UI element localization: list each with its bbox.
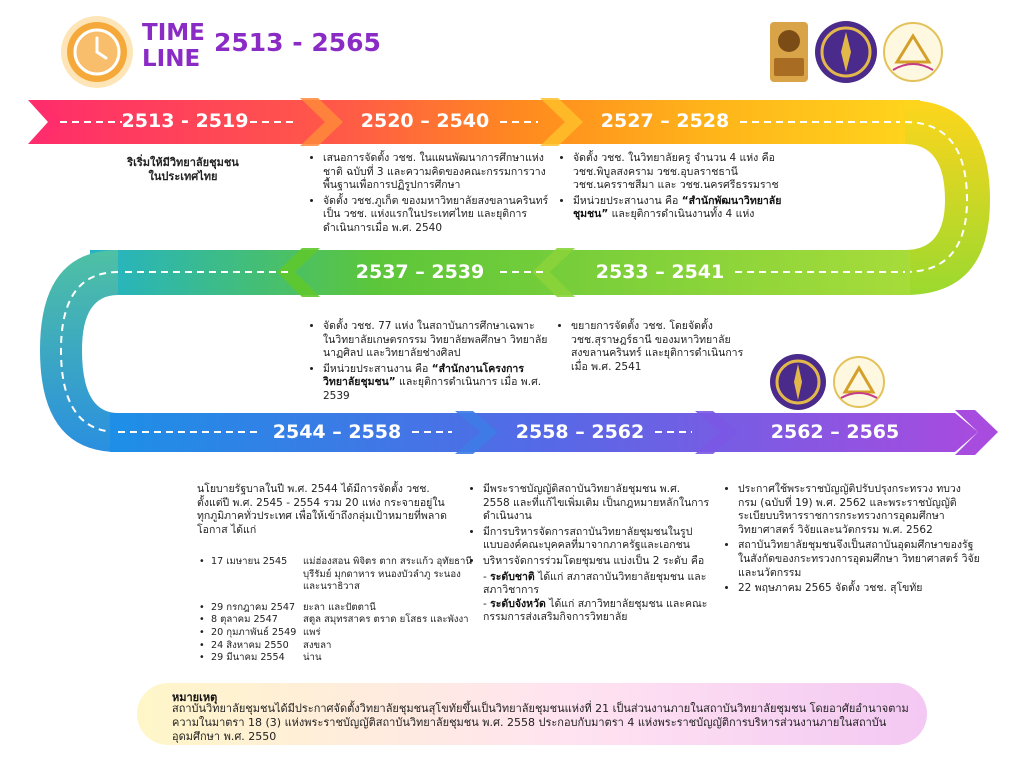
title-range: 2513 - 2565 bbox=[214, 28, 381, 57]
period-7-sub-1: - ระดับชาติ ได้แก่ สภาสถาบันวิทยาลัยชุมชน และสภาวิชาการ bbox=[483, 570, 707, 597]
period-4-b2-post: และยุติการดำเนินการ เมื่อ พ.ศ. 2539 bbox=[323, 376, 542, 402]
community-college-logo-icon bbox=[884, 23, 942, 81]
period-label-8: 2562 – 2565 bbox=[770, 421, 900, 443]
date-cell: • 17 เมษายน 2545 bbox=[197, 556, 303, 594]
period-7-bullet-3: • บริหารจัดการร่วมโดยชุมชน แบ่งเป็น 2 ระดับ คือ bbox=[483, 555, 710, 569]
clock-icon bbox=[61, 16, 133, 88]
period-label-6: 2544 – 2558 bbox=[272, 421, 402, 443]
period-2-bullet-2: • จัดตั้ง วชช.ภูเก็ต ของมหาวิทยาลัยสงขลานครินทร์ เป็น วชช. แห่งแรกในประเทศไทย และยุติการดำเนินการเมื่อ พ.ศ. 2540 bbox=[323, 195, 550, 236]
period-4-b2-bold: “สำนักงานโครงการวิทยาลัยชุมชน” bbox=[323, 362, 524, 389]
date-cell: • 24 สิงหาคม 2550 bbox=[197, 640, 303, 653]
timeline-title bbox=[142, 20, 205, 72]
period-1-desc bbox=[108, 156, 258, 183]
places-cell: น่าน bbox=[303, 652, 322, 664]
period-7-sub-2-rest: ได้แก่ สภาวิทยาลัยชุมชน และคณะกรรมการส่งเสริมกิจการวิทยาลัย bbox=[483, 597, 708, 624]
period-3-b2-pre: มีหน่วยประสานงาน คือ bbox=[573, 194, 682, 207]
period-6-table bbox=[197, 556, 503, 665]
period-3-b2-post: และยุติการดำเนินงานทั้ง 4 แห่ง bbox=[608, 208, 755, 221]
period-4-b2-pre: มีหน่วยประสานงาน คือ bbox=[323, 362, 432, 375]
period-label-3: 2527 – 2528 bbox=[600, 110, 730, 132]
note-body: สถาบันวิทยาลัยชุมชนได้มีประกาศจัดตั้งวิทยาลัยชุมชนสุโขทัยขึ้นเป็นวิทยาลัยชุมชนแห่งที่ 21 เป็นส่วนงานภายในสถาบันวิทยาลัยชุมชน โดยอาศัยอำนาจตามความในมาตรา 18 (3) แห่งพระราชบัญญัติสถาบันวิทยาลัยชุมชน พ.ศ. 2558 ประกอบกับมาตรา 4 แห่งพระราชบัญญัติการบริหารส่วนงานภายในสถาบันอุดมศึกษา พ.ศ. 2550 bbox=[172, 702, 909, 743]
ministry-emblem-icon bbox=[770, 22, 808, 82]
period-1-line1: ริเริ่มให้มีวิทยาลัยชุมชน bbox=[127, 156, 239, 169]
period-label-1: 2513 - 2519 bbox=[121, 110, 249, 132]
table-row bbox=[197, 627, 503, 640]
date-cell: • 29 กรกฎาคม 2547 bbox=[197, 602, 303, 615]
period-4-bullet-2 bbox=[323, 363, 550, 404]
date-cell: • 20 กุมภาพันธ์ 2549 bbox=[197, 627, 303, 640]
period-7-sub-2-bold: ระดับจังหวัด bbox=[490, 597, 546, 610]
university-seal-icon bbox=[815, 21, 877, 83]
period-5-desc bbox=[558, 320, 758, 376]
places-cell: สงขลา bbox=[303, 639, 332, 651]
table-row bbox=[197, 652, 503, 665]
period-1-line2: ในประเทศไทย bbox=[148, 169, 218, 183]
period-label-2: 2520 – 2540 bbox=[360, 110, 490, 132]
period-3-bullet-1: • จัดตั้ง วชช. ในวิทยาลัยครู จำนวน 4 แห่ง คือ วชช.พิบูลสงคราม วชช.อุบลราชธานี วชช.นครราชสีมา และ วชช.นครศรีธรรมราช bbox=[573, 152, 795, 193]
title-line1: TIME bbox=[142, 20, 205, 46]
date-cell: • 8 ตุลาคม 2547 bbox=[197, 614, 303, 627]
places-cell: ยะลา และปัตตานี bbox=[303, 601, 376, 613]
period-4-bullet-1: • จัดตั้ง วชช. 77 แห่ง ในสถาบันการศึกษาเฉพาะ ในวิทยาลัยเกษตรกรรม วิทยาลัยพลศึกษา วิทยาลัยนาฏศิลป และวิทยาลัยช่างศิลป bbox=[323, 320, 550, 361]
period-4-desc bbox=[310, 320, 550, 406]
curve-right bbox=[905, 100, 990, 295]
period-6-intro: นโยบายรัฐบาลในปี พ.ศ. 2544 ได้มีการจัดตั้ง วชช. ตั้งแต่ปี พ.ศ. 2545 - 2554 รวม 20 แห่ง กระจายอยู่ในทุกภูมิภาคทั่วประเทศ เพื่อให้เข้าถึงกลุ่มเป้าหมายที่พลาดโอกาส ได้แก่ bbox=[197, 483, 447, 536]
university-seal-small-icon bbox=[770, 354, 826, 410]
period-7-sub-1-rest: ได้แก่ สภาสถาบันวิทยาลัยชุมชน และสภาวิชาการ bbox=[483, 570, 707, 597]
period-5-bullet-1: • ขยายการจัดตั้ง วชช. โดยจัดตั้ง วชช.สุราษฎร์ธานี ของมหาวิทยาลัยสงขลานครินทร์ และยุติการดำเนินการ เมื่อ พ.ศ. 2541 bbox=[571, 320, 758, 374]
period-8-desc bbox=[725, 483, 980, 598]
places-cell: สตูล สมุทรสาคร ตราด ยโสธร และพังงา bbox=[303, 614, 469, 626]
period-7-bullet-2: • มีการบริหารจัดการสถาบันวิทยาลัยชุมชนในรูปแบบองค์คณะบุคคลที่มาจากภาครัฐและเอกชน bbox=[483, 526, 710, 553]
period-2-desc bbox=[310, 152, 550, 238]
period-7-sub-list bbox=[470, 571, 710, 625]
period-7-bullet-1: • มีพระราชบัญญัติสถาบันวิทยาลัยชุมชน พ.ศ. 2558 และที่แก้ไขเพิ่มเติม เป็นกฎหมายหลักในการดำเนินงาน bbox=[483, 483, 710, 524]
places-cell: แม่ฮ่องสอน พิจิตร ตาก สระแก้ว อุทัยธานี บุรีรัมย์ มุกดาหาร หนองบัวลำภู ระนอง และนราธิวาส bbox=[303, 556, 472, 593]
period-3-desc bbox=[560, 152, 795, 224]
table-row bbox=[197, 614, 503, 627]
community-college-logo-small-icon bbox=[834, 357, 884, 407]
title-line2: LINE bbox=[142, 46, 201, 72]
curve-left-band bbox=[40, 250, 118, 452]
period-label-4: 2537 – 2539 bbox=[355, 261, 485, 283]
period-7-desc bbox=[470, 483, 710, 625]
period-label-5: 2533 – 2541 bbox=[595, 261, 725, 283]
period-3-b2-bold: “สำนักพัฒนาวิทยาลัยชุมชน” bbox=[573, 194, 782, 221]
period-8-bullet-2: • สถาบันวิทยาลัยชุมชนจึงเป็นสถาบันอุดมศึกษาของรัฐในสังกัดของกระทรวงการอุดมศึกษา วิทยาศาสตร์ วิจัยและนวัตกรรม bbox=[738, 539, 980, 580]
table-row bbox=[197, 640, 503, 653]
table-row bbox=[197, 602, 503, 615]
period-8-bullet-1: • ประกาศใช้พระราชบัญญัติปรับปรุงกระทรวง ทบวง กรม (ฉบับที่ 19) พ.ศ. 2562 และพระราชบัญญัติระเบียบบริหารราชการกระทรวงการอุดมศึกษา วิทยาศาสตร์ วิจัยและนวัตกรรม พ.ศ. 2562 bbox=[738, 483, 980, 537]
period-8-bullet-3: • 22 พฤษภาคม 2565 จัดตั้ง วชช. สุโขทัย bbox=[738, 582, 980, 596]
note-title: หมายเหตุ bbox=[172, 691, 218, 704]
period-2-bullet-1: • เสนอการจัดตั้ง วชช. ในแผนพัฒนาการศึกษาแห่งชาติ ฉบับที่ 3 และความคิดของคณะกรรมการวางพื้นฐานเพื่อการปฏิรูปการศึกษา bbox=[323, 152, 550, 193]
period-3-bullet-2 bbox=[573, 195, 795, 222]
period-7-sub-1-bold: ระดับชาติ bbox=[490, 570, 535, 583]
period-7-sub-2: - ระดับจังหวัด ได้แก่ สภาวิทยาลัยชุมชน และคณะกรรมการส่งเสริมกิจการวิทยาลัย bbox=[483, 597, 708, 624]
date-cell: • 29 มีนาคม 2554 bbox=[197, 652, 303, 665]
table-row bbox=[197, 556, 503, 594]
places-cell: แพร่ bbox=[303, 626, 321, 638]
period-label-7: 2558 – 2562 bbox=[515, 421, 645, 443]
